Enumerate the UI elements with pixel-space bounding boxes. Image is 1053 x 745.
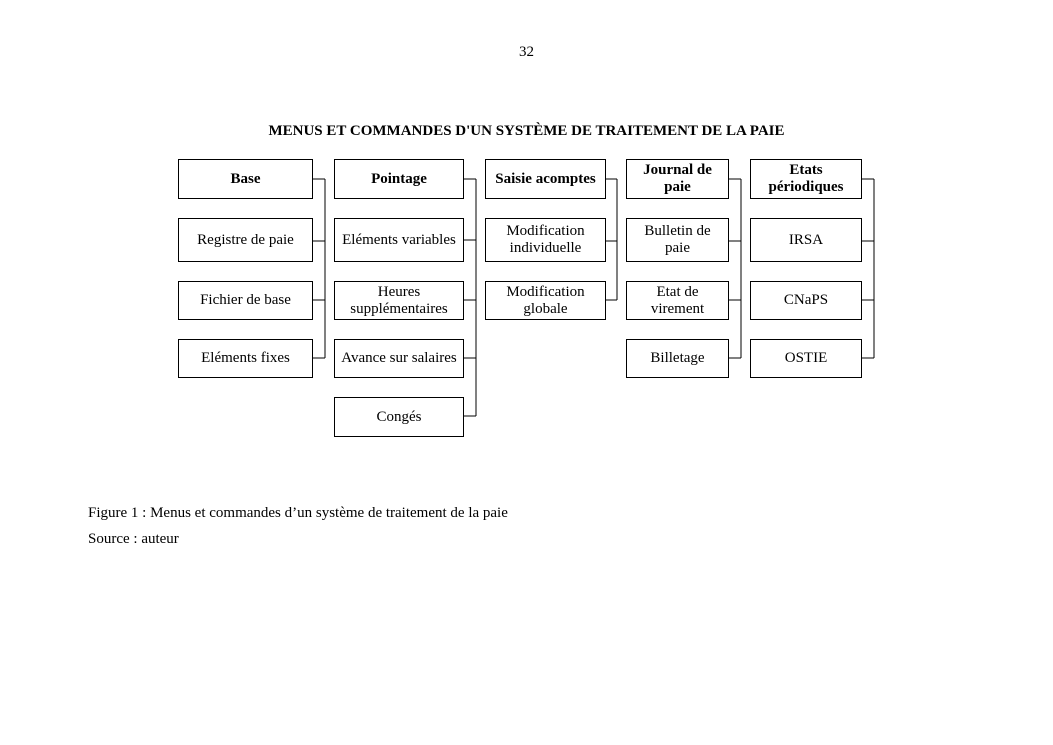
command-modification-globale: Modification globale xyxy=(485,281,606,320)
etats-periodiques-connectors xyxy=(861,179,874,358)
command-irsa: IRSA xyxy=(750,218,862,262)
command-cnaps: CNaPS xyxy=(750,281,862,320)
command-billetage: Billetage xyxy=(626,339,729,378)
diagram-title: MENUS ET COMMANDES D'UN SYSTÈME DE TRAITEMENT DE LA PAIE xyxy=(268,123,785,139)
command-heures-supplementaires: Heures supplémentaires xyxy=(334,281,464,320)
command-elements-variables: Eléments variables xyxy=(334,218,464,262)
saisie-acomptes-connectors xyxy=(605,179,617,300)
command-registre-de-paie: Registre de paie xyxy=(178,218,313,262)
command-ostie: OSTIE xyxy=(750,339,862,378)
source-note: Source : auteur xyxy=(88,531,179,547)
menu-pointage-header: Pointage xyxy=(334,159,464,199)
page-number: 32 xyxy=(519,44,534,60)
menu-base-header: Base xyxy=(178,159,313,199)
command-elements-fixes: Eléments fixes xyxy=(178,339,313,378)
menu-journal-de-paie-header: Journal de paie xyxy=(626,159,729,199)
figure-caption: Figure 1 : Menus et commandes d’un système de traitement de la paie xyxy=(88,505,508,521)
command-modification-individuelle: Modification individuelle xyxy=(485,218,606,262)
menu-saisie-acomptes-header: Saisie acomptes xyxy=(485,159,606,199)
base-connectors xyxy=(312,179,325,358)
command-fichier-de-base: Fichier de base xyxy=(178,281,313,320)
command-avance-sur-salaires: Avance sur salaires xyxy=(334,339,464,378)
pointage-connectors xyxy=(463,179,476,416)
command-etat-de-virement: Etat de virement xyxy=(626,281,729,320)
journal-de-paie-connectors xyxy=(728,179,741,358)
menu-etats-periodiques-header: Etats périodiques xyxy=(750,159,862,199)
command-bulletin-de-paie: Bulletin de paie xyxy=(626,218,729,262)
command-conges: Congés xyxy=(334,397,464,437)
